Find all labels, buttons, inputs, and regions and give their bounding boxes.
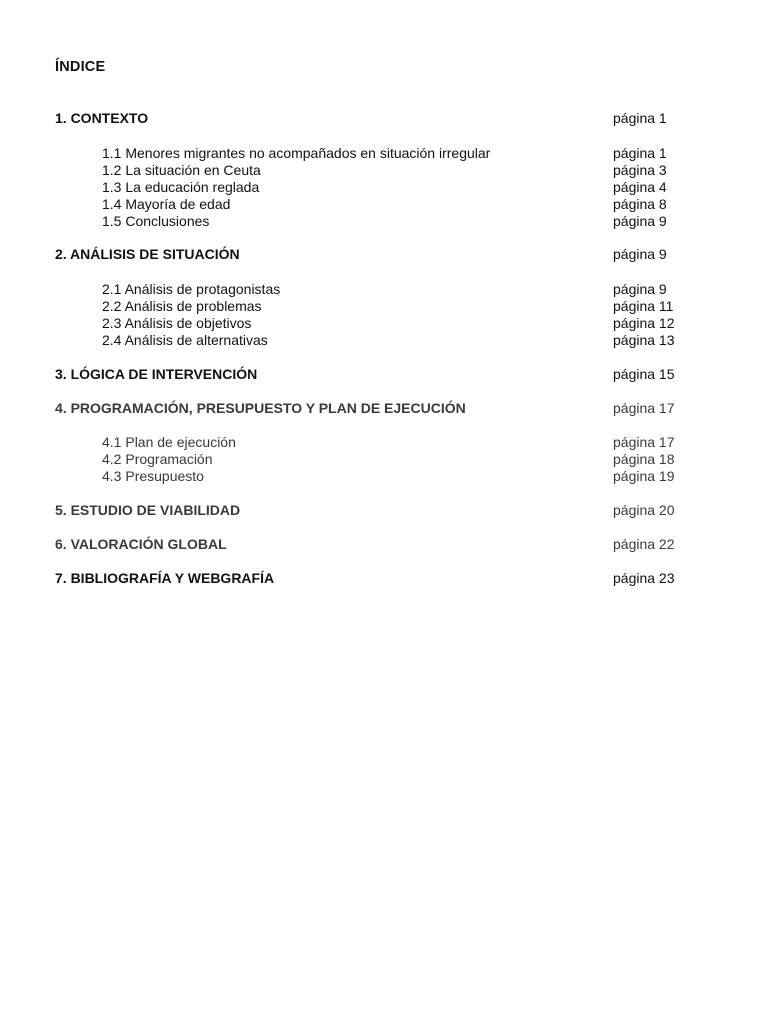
toc-section-title: 5. ESTUDIO DE VIABILIDAD (55, 502, 241, 518)
toc-subsection-4-3 (0, 468, 768, 485)
toc-subsection-2-1 (0, 281, 768, 298)
toc-section-4 (0, 400, 768, 417)
toc-subsection-title: 2.3 Análisis de objetivos (102, 315, 252, 331)
toc-subsection-title: 1.1 Menores migrantes no acompañados en situación irregular (102, 145, 491, 161)
toc-subsection-title: 2.2 Análisis de problemas (102, 298, 262, 314)
toc-subsection-title: 4.2 Programación (102, 451, 213, 467)
toc-section-title: 2. ANÁLISIS DE SITUACIÓN (55, 246, 240, 262)
toc-page-number: página 3 (613, 162, 667, 178)
toc-section-2 (0, 246, 768, 263)
toc-subsection-title: 1.3 La educación reglada (102, 179, 260, 195)
toc-section-1 (0, 110, 768, 127)
toc-section-6 (0, 536, 768, 553)
toc-subsection-1-4 (0, 196, 768, 213)
index-heading: ÍNDICE (55, 59, 106, 75)
toc-subsection-2-4 (0, 332, 768, 349)
toc-subsection-1-3 (0, 179, 768, 196)
toc-section-3 (0, 366, 768, 383)
toc-page-number: página 19 (613, 468, 675, 484)
toc-page-number: página 17 (613, 434, 675, 450)
toc-page-number: página 8 (613, 196, 667, 212)
toc-subsection-4-2 (0, 451, 768, 468)
toc-subsection-4-1 (0, 434, 768, 451)
toc-subsection-1-1 (0, 145, 768, 162)
toc-subsection-1-2 (0, 162, 768, 179)
toc-page-number: página 9 (613, 213, 667, 229)
toc-subsection-2-2 (0, 298, 768, 315)
toc-page-number: página 13 (613, 332, 675, 348)
toc-subsection-2-3 (0, 315, 768, 332)
toc-page-number: página 23 (613, 570, 675, 586)
toc-section-title: 7. BIBLIOGRAFÍA Y WEBGRAFÍA (55, 570, 275, 586)
toc-subsection-title: 1.4 Mayoría de edad (102, 196, 231, 212)
toc-page-number: página 20 (613, 502, 675, 518)
toc-page-number: página 11 (613, 298, 674, 314)
toc-section-7 (0, 570, 768, 587)
toc-page-number: página 9 (613, 281, 667, 297)
toc-page-number: página 1 (613, 145, 667, 161)
toc-page-number: página 9 (613, 246, 667, 262)
toc-subsection-1-5 (0, 213, 768, 230)
toc-section-title: 6. VALORACIÓN GLOBAL (55, 536, 227, 552)
toc-section-title: 4. PROGRAMACIÓN, PRESUPUESTO Y PLAN DE EJECUCIÓN (55, 400, 466, 416)
toc-page-number: página 15 (613, 366, 675, 382)
toc-page-number: página 18 (613, 451, 675, 467)
toc-subsection-title: 2.1 Análisis de protagonistas (102, 281, 281, 297)
toc-section-title: 3. LÓGICA DE INTERVENCIÓN (55, 366, 258, 382)
toc-subsection-title: 4.3 Presupuesto (102, 468, 204, 484)
toc-section-5 (0, 502, 768, 519)
toc-page-number: página 4 (613, 179, 667, 195)
toc-subsection-title: 4.1 Plan de ejecución (102, 434, 236, 450)
toc-subsection-title: 1.5 Conclusiones (102, 213, 210, 229)
toc-page-number: página 17 (613, 400, 675, 416)
toc-subsection-title: 2.4 Análisis de alternativas (102, 332, 268, 348)
toc-subsection-title: 1.2 La situación en Ceuta (102, 162, 261, 178)
toc-section-title: 1. CONTEXTO (55, 110, 149, 126)
toc-page-number: página 22 (613, 536, 675, 552)
toc-page-number: página 1 (613, 110, 667, 126)
toc-page-number: página 12 (613, 315, 675, 331)
